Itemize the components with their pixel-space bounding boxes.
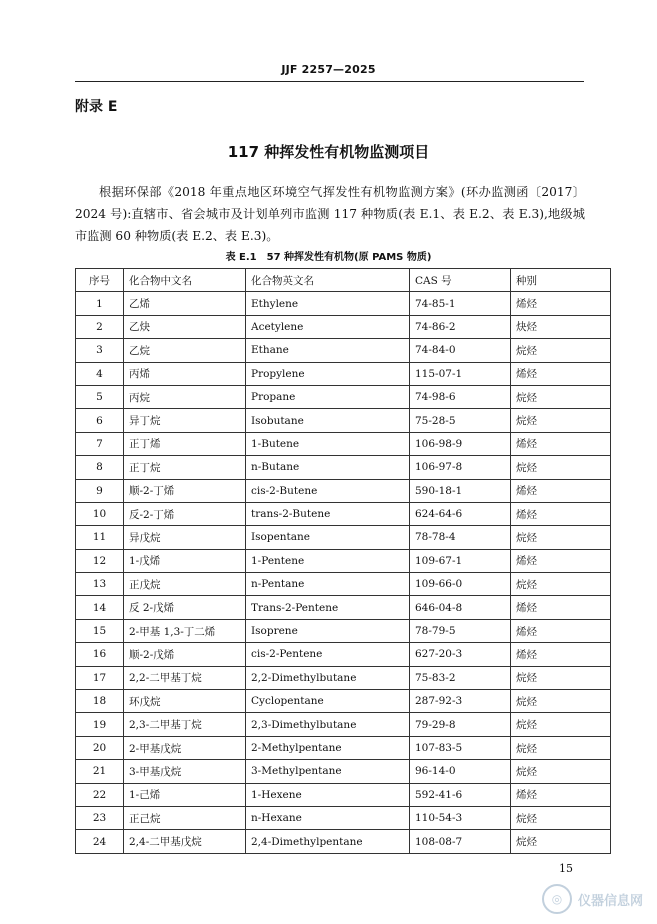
cell-category: 烷烃 — [511, 573, 611, 596]
table-caption: 表 E.1 57 种挥发性有机物(原 PAMS 物质) — [225, 252, 432, 263]
cell-cas-number: 75-83-2 — [410, 666, 511, 689]
cell-category: 烯烃 — [511, 362, 611, 385]
cell-chinese-name: 丙烷 — [124, 385, 246, 408]
cell-index: 10 — [76, 502, 124, 525]
cell-category: 烷烃 — [511, 409, 611, 432]
cell-english-name: 1-Hexene — [246, 783, 410, 806]
cell-english-name: Isoprene — [246, 619, 410, 642]
cell-category: 烯烃 — [511, 292, 611, 315]
cell-cas-number: 109-67-1 — [410, 549, 511, 572]
table-row — [76, 596, 611, 619]
cell-index: 21 — [76, 760, 124, 783]
cell-english-name: n-Hexane — [246, 806, 410, 829]
table-row — [76, 830, 611, 853]
cell-english-name: Isobutane — [246, 409, 410, 432]
cell-category: 烷烃 — [511, 806, 611, 829]
table-row — [76, 456, 611, 479]
table-row — [76, 362, 611, 385]
cell-index: 6 — [76, 409, 124, 432]
cell-chinese-name: 丙烯 — [124, 362, 246, 385]
cell-category: 烯烃 — [511, 549, 611, 572]
cell-cas-number: 78-79-5 — [410, 619, 511, 642]
cell-cas-number: 79-29-8 — [410, 713, 511, 736]
watermark-text: 仪器信息网 — [577, 893, 643, 909]
cell-index: 14 — [76, 596, 124, 619]
cell-category: 炔烃 — [511, 315, 611, 338]
table-header-row — [76, 269, 611, 292]
cell-english-name: Trans-2-Pentene — [246, 596, 410, 619]
cell-index: 12 — [76, 549, 124, 572]
cell-english-name: Isopentane — [246, 526, 410, 549]
cell-category: 烯烃 — [511, 783, 611, 806]
table-row — [76, 783, 611, 806]
page-number: 15 — [559, 862, 573, 875]
table-row — [76, 643, 611, 666]
cell-category: 烷烃 — [511, 690, 611, 713]
cell-chinese-name: 2-甲基戊烷 — [124, 736, 246, 759]
watermark-logo-icon: ◎ — [542, 884, 572, 914]
cell-category: 烷烃 — [511, 385, 611, 408]
cell-cas-number: 106-97-8 — [410, 456, 511, 479]
cell-english-name: 1-Butene — [246, 432, 410, 455]
cell-index: 15 — [76, 619, 124, 642]
cell-english-name: n-Pentane — [246, 573, 410, 596]
cell-index: 17 — [76, 666, 124, 689]
cell-index: 1 — [76, 292, 124, 315]
cell-english-name: 2,3-Dimethylbutane — [246, 713, 410, 736]
cell-chinese-name: 1-己烯 — [124, 783, 246, 806]
watermark — [542, 884, 643, 914]
cell-cas-number: 75-28-5 — [410, 409, 511, 432]
cell-chinese-name: 2,3-二甲基丁烷 — [124, 713, 246, 736]
table-row — [76, 713, 611, 736]
cell-index: 8 — [76, 456, 124, 479]
standard-code-header: JJF 2257—2025 — [281, 63, 376, 76]
table-row — [76, 502, 611, 525]
cell-english-name: Ethylene — [246, 292, 410, 315]
cell-cas-number: 646-04-8 — [410, 596, 511, 619]
cell-chinese-name: 异丁烷 — [124, 409, 246, 432]
cell-english-name: trans-2-Butene — [246, 502, 410, 525]
cell-category: 烷烃 — [511, 339, 611, 362]
header-index: 序号 — [76, 269, 124, 292]
cell-chinese-name: 乙炔 — [124, 315, 246, 338]
cell-index: 16 — [76, 643, 124, 666]
table-body — [76, 292, 611, 853]
cell-chinese-name: 环戊烷 — [124, 690, 246, 713]
cell-cas-number: 74-85-1 — [410, 292, 511, 315]
cell-english-name: 3-Methylpentane — [246, 760, 410, 783]
cell-chinese-name: 顺-2-戊烯 — [124, 643, 246, 666]
cell-cas-number: 627-20-3 — [410, 643, 511, 666]
cell-chinese-name: 乙烯 — [124, 292, 246, 315]
header-rule — [75, 81, 584, 82]
table-row — [76, 315, 611, 338]
cell-category: 烷烃 — [511, 666, 611, 689]
cell-category: 烷烃 — [511, 713, 611, 736]
cell-english-name: n-Butane — [246, 456, 410, 479]
cell-index: 7 — [76, 432, 124, 455]
table-row — [76, 573, 611, 596]
cell-cas-number: 590-18-1 — [410, 479, 511, 502]
table-row — [76, 339, 611, 362]
cell-cas-number: 592-41-6 — [410, 783, 511, 806]
header-cas-number: CAS 号 — [410, 269, 511, 292]
voc-table — [75, 268, 611, 854]
cell-chinese-name: 正丁烯 — [124, 432, 246, 455]
cell-category: 烯烃 — [511, 643, 611, 666]
intro-paragraph: 根据环保部《2018 年重点地区环境空气挥发性有机物监测方案》(环办监测函〔2017〕2024 号):直辖市、省会城市及计划单列市监测 117 种物质(表 E.1、表 E.2、表 E.3),地级城市监测 60 种物质(表 E.2、表 E.3)。 — [75, 185, 585, 243]
table-row — [76, 432, 611, 455]
cell-cas-number: 74-86-2 — [410, 315, 511, 338]
cell-category: 烷烃 — [511, 736, 611, 759]
cell-cas-number: 110-54-3 — [410, 806, 511, 829]
header-category: 种别 — [511, 269, 611, 292]
cell-index: 23 — [76, 806, 124, 829]
cell-chinese-name: 反-2-丁烯 — [124, 502, 246, 525]
cell-index: 24 — [76, 830, 124, 853]
cell-chinese-name: 2,4-二甲基戊烷 — [124, 830, 246, 853]
cell-cas-number: 78-78-4 — [410, 526, 511, 549]
appendix-label: 附录 E — [75, 99, 118, 115]
cell-english-name: 1-Pentene — [246, 549, 410, 572]
cell-english-name: Propane — [246, 385, 410, 408]
cell-cas-number: 624-64-6 — [410, 502, 511, 525]
cell-category: 烷烃 — [511, 830, 611, 853]
cell-chinese-name: 顺-2-丁烯 — [124, 479, 246, 502]
cell-index: 4 — [76, 362, 124, 385]
cell-index: 11 — [76, 526, 124, 549]
cell-chinese-name: 正己烷 — [124, 806, 246, 829]
cell-english-name: cis-2-Pentene — [246, 643, 410, 666]
table-row — [76, 526, 611, 549]
cell-index: 5 — [76, 385, 124, 408]
cell-english-name: 2,4-Dimethylpentane — [246, 830, 410, 853]
cell-chinese-name: 正戊烷 — [124, 573, 246, 596]
table-row — [76, 292, 611, 315]
table-row — [76, 760, 611, 783]
table-row — [76, 479, 611, 502]
cell-chinese-name: 异戊烷 — [124, 526, 246, 549]
cell-english-name: 2-Methylpentane — [246, 736, 410, 759]
cell-category: 烷烃 — [511, 456, 611, 479]
cell-chinese-name: 反 2-戊烯 — [124, 596, 246, 619]
cell-chinese-name: 正丁烷 — [124, 456, 246, 479]
cell-category: 烷烃 — [511, 760, 611, 783]
cell-english-name: Ethane — [246, 339, 410, 362]
cell-category: 烷烃 — [511, 526, 611, 549]
header-english-name: 化合物英文名 — [246, 269, 410, 292]
cell-english-name: Propylene — [246, 362, 410, 385]
table-row — [76, 806, 611, 829]
cell-index: 2 — [76, 315, 124, 338]
cell-category: 烯烃 — [511, 502, 611, 525]
cell-index: 3 — [76, 339, 124, 362]
cell-cas-number: 109-66-0 — [410, 573, 511, 596]
cell-index: 20 — [76, 736, 124, 759]
header-chinese-name: 化合物中文名 — [124, 269, 246, 292]
cell-cas-number: 74-98-6 — [410, 385, 511, 408]
cell-chinese-name: 2-甲基 1,3-丁二烯 — [124, 619, 246, 642]
cell-chinese-name: 3-甲基戊烷 — [124, 760, 246, 783]
cell-chinese-name: 2,2-二甲基丁烷 — [124, 666, 246, 689]
cell-cas-number: 106-98-9 — [410, 432, 511, 455]
cell-chinese-name: 乙烷 — [124, 339, 246, 362]
cell-english-name: 2,2-Dimethylbutane — [246, 666, 410, 689]
table-row — [76, 736, 611, 759]
cell-category: 烯烃 — [511, 479, 611, 502]
table-row — [76, 409, 611, 432]
cell-cas-number: 107-83-5 — [410, 736, 511, 759]
table-row — [76, 385, 611, 408]
cell-cas-number: 108-08-7 — [410, 830, 511, 853]
table-row — [76, 549, 611, 572]
cell-index: 19 — [76, 713, 124, 736]
cell-cas-number: 115-07-1 — [410, 362, 511, 385]
cell-cas-number: 74-84-0 — [410, 339, 511, 362]
cell-index: 9 — [76, 479, 124, 502]
cell-category: 烯烃 — [511, 596, 611, 619]
table-row — [76, 666, 611, 689]
cell-index: 18 — [76, 690, 124, 713]
cell-chinese-name: 1-戊烯 — [124, 549, 246, 572]
cell-index: 13 — [76, 573, 124, 596]
cell-category: 烯烃 — [511, 432, 611, 455]
cell-category: 烯烃 — [511, 619, 611, 642]
page-title: 117 种挥发性有机物监测项目 — [227, 143, 430, 161]
table-row — [76, 690, 611, 713]
cell-cas-number: 287-92-3 — [410, 690, 511, 713]
cell-index: 22 — [76, 783, 124, 806]
cell-english-name: Acetylene — [246, 315, 410, 338]
cell-english-name: Cyclopentane — [246, 690, 410, 713]
cell-english-name: cis-2-Butene — [246, 479, 410, 502]
cell-cas-number: 96-14-0 — [410, 760, 511, 783]
table-row — [76, 619, 611, 642]
